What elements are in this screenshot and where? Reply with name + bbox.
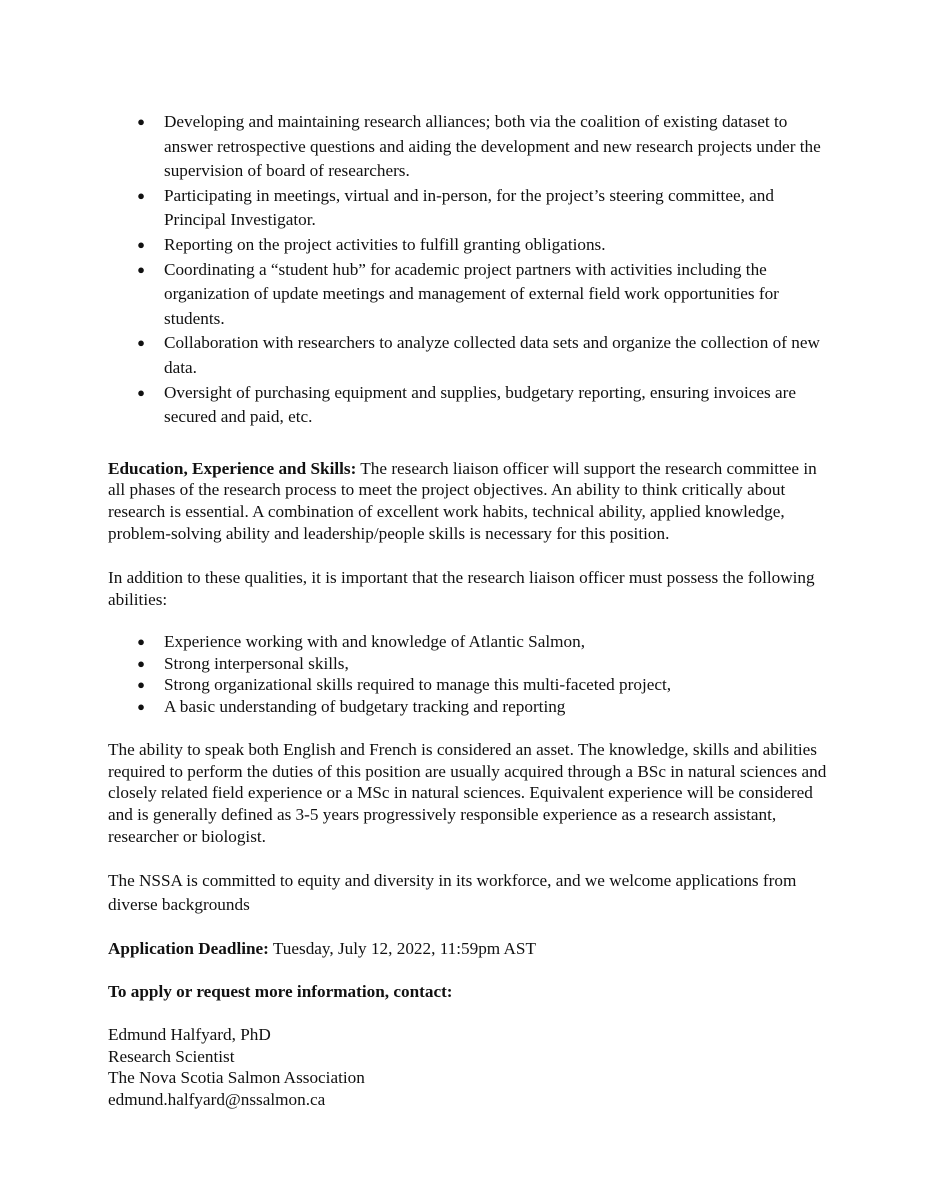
language-paragraph: The ability to speak both English and French is considered an asset. The knowledge, skills and abilities required to perform the duties of this position are usually acquired through a BSc in natural sciences and closely related field experience or a MSc in natural sciences. Equivalent experience will be considered and is generally defined as 3-5 years progressively responsible experience as a research assistant, researcher or biologist. xyxy=(108,740,827,846)
contact-name: Edmund Halfyard, PhD xyxy=(108,1025,271,1045)
ability-text: Experience working with and knowledge of Atlantic Salmon, xyxy=(164,632,585,652)
list-item xyxy=(108,381,828,430)
list-item xyxy=(108,110,828,184)
apply-heading: To apply or request more information, contact: xyxy=(108,982,453,1002)
duties-list xyxy=(108,110,828,430)
bullet-icon: ● xyxy=(137,261,145,277)
equity-paragraph: The NSSA is committed to equity and diversity in its workforce, and we welcome applications from diverse backgrounds xyxy=(108,871,797,915)
duty-text: Collaboration with researchers to analyze collected data sets and organize the collection of new data. xyxy=(164,333,820,377)
bullet-icon: ● xyxy=(137,634,145,650)
duty-text: Developing and maintaining research alliances; both via the coalition of existing dataset to answer retrospective questions and aiding the development and new research projects under the supervision of board of researchers. xyxy=(164,112,821,181)
deadline-value: Tuesday, July 12, 2022, 11:59pm AST xyxy=(268,939,536,959)
contact-email[interactable]: edmund.halfyard@nssalmon.ca xyxy=(108,1090,326,1110)
bullet-icon: ● xyxy=(137,698,145,714)
list-item xyxy=(108,696,828,718)
contact-block xyxy=(108,1024,828,1110)
document-body xyxy=(108,110,828,1111)
bullet-icon: ● xyxy=(137,655,145,671)
bullet-icon: ● xyxy=(137,335,145,351)
duty-text: Oversight of purchasing equipment and supplies, budgetary reporting, ensuring invoices are secured and paid, etc. xyxy=(164,382,796,427)
list-item xyxy=(108,331,828,380)
education-heading: Education, Experience and Skills: xyxy=(108,458,357,478)
bullet-icon: ● xyxy=(137,187,145,203)
bullet-icon: ● xyxy=(137,114,145,129)
ability-text: Strong interpersonal skills, xyxy=(164,653,349,673)
bullet-icon: ● xyxy=(137,677,145,693)
list-item xyxy=(108,674,828,696)
contact-organization: The Nova Scotia Salmon Association xyxy=(108,1068,365,1088)
abilities-intro: In addition to these qualities, it is important that the research liaison officer must possess the following abilities: xyxy=(108,568,815,609)
education-text: The research liaison officer will support the research committee in all phases of the research process to meet the project objectives. An ability to think critically about research is essential. A combination of excellent work habits, technical ability, applied knowledge, problem-solving ability and leadership/people skills is necessary for this position. xyxy=(108,458,817,543)
bullet-icon: ● xyxy=(137,384,145,400)
bullet-icon: ● xyxy=(137,236,145,252)
list-item xyxy=(108,184,828,233)
contact-title: Research Scientist xyxy=(108,1046,235,1066)
list-item xyxy=(108,258,828,332)
abilities-list xyxy=(108,631,828,717)
list-item xyxy=(108,233,828,258)
education-paragraph xyxy=(108,458,828,544)
ability-text: A basic understanding of budgetary tracking and reporting xyxy=(164,696,566,716)
duty-text: Participating in meetings, virtual and in-person, for the project’s steering committee, and Principal Investigator. xyxy=(164,185,774,230)
list-item xyxy=(108,631,828,653)
list-item xyxy=(108,653,828,675)
deadline-label: Application Deadline: xyxy=(108,939,269,959)
duty-text: Coordinating a “student hub” for academic project partners with activities including the organization of update meetings and management of external field work opportunities for students. xyxy=(164,259,779,328)
ability-text: Strong organizational skills required to manage this multi-faceted project, xyxy=(164,675,672,695)
duty-text: Reporting on the project activities to fulfill granting obligations. xyxy=(164,234,606,254)
application-deadline xyxy=(108,937,828,961)
